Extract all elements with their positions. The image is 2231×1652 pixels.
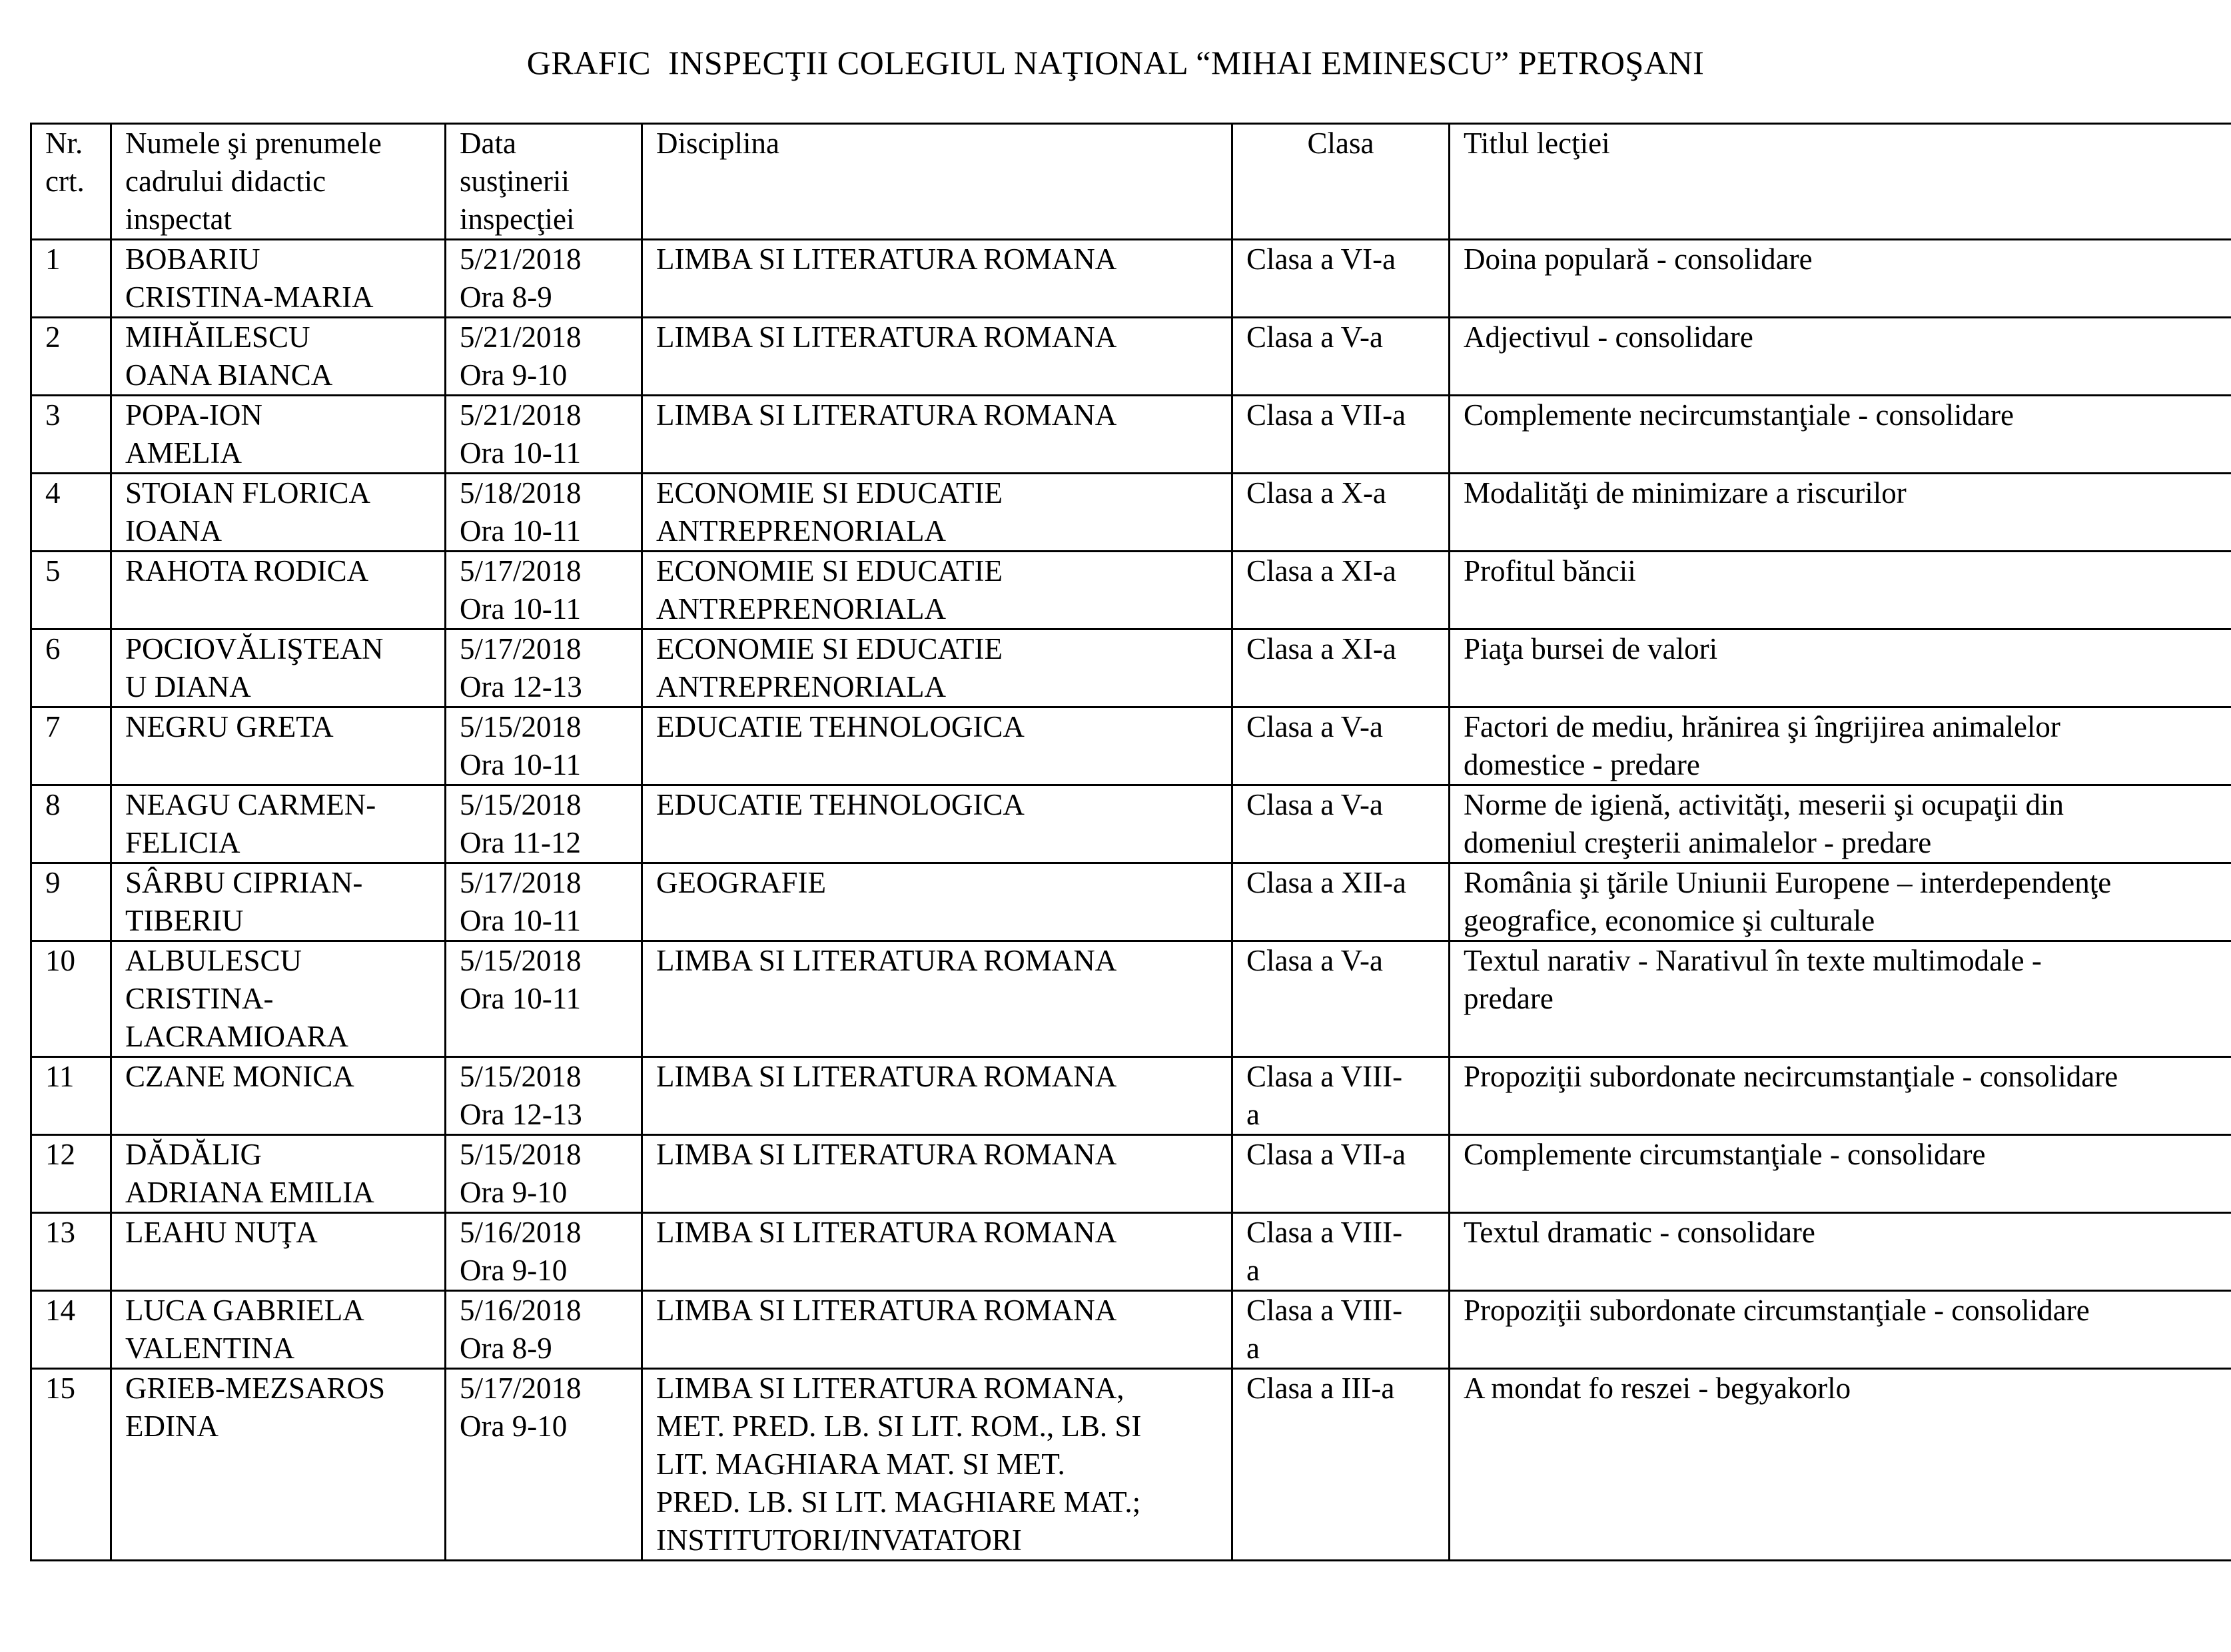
cell-date: 5/15/2018 Ora 9-10: [446, 1135, 642, 1213]
cell-teacher-name: CZANE MONICA: [111, 1057, 446, 1135]
cell-teacher-name: MIHĂILESCU OANA BIANCA: [111, 318, 446, 396]
cell-lesson-title: Profitul băncii: [1450, 552, 2231, 629]
cell-nr: 9: [31, 863, 111, 941]
cell-lesson-title: Complemente necircumstanţiale - consolidare: [1450, 396, 2231, 474]
cell-nr: 10: [31, 941, 111, 1057]
table-row: [31, 396, 2231, 474]
cell-date: 5/15/2018 Ora 12-13: [446, 1057, 642, 1135]
header-discipline: Disciplina: [642, 124, 1232, 240]
table-row: [31, 1369, 2231, 1561]
cell-nr: 14: [31, 1291, 111, 1369]
cell-nr: 12: [31, 1135, 111, 1213]
table-row: [31, 474, 2231, 552]
cell-discipline: LIMBA SI LITERATURA ROMANA: [642, 1057, 1232, 1135]
cell-nr: 11: [31, 1057, 111, 1135]
cell-discipline: LIMBA SI LITERATURA ROMANA: [642, 1135, 1232, 1213]
table-row: [31, 1135, 2231, 1213]
cell-teacher-name: NEAGU CARMEN- FELICIA: [111, 785, 446, 863]
cell-date: 5/21/2018 Ora 8-9: [446, 240, 642, 318]
cell-teacher-name: STOIAN FLORICA IOANA: [111, 474, 446, 552]
header-nr-crt: Nr. crt.: [31, 124, 111, 240]
cell-date: 5/15/2018 Ora 10-11: [446, 941, 642, 1057]
cell-discipline: LIMBA SI LITERATURA ROMANA: [642, 240, 1232, 318]
cell-teacher-name: ALBULESCU CRISTINA- LACRAMIOARA: [111, 941, 446, 1057]
cell-lesson-title: Piaţa bursei de valori: [1450, 629, 2231, 707]
cell-teacher-name: GRIEB-MEZSAROS EDINA: [111, 1369, 446, 1561]
cell-discipline: LIMBA SI LITERATURA ROMANA, MET. PRED. LB. SI LIT. ROM., LB. SI LIT. MAGHIARA MAT. SI MET. PRED. LB. SI LIT. MAGHIARE MAT.; INSTITUTORI/INVATATORI: [642, 1369, 1232, 1561]
cell-teacher-name: LEAHU NUŢA: [111, 1213, 446, 1291]
cell-class: Clasa a XII-a: [1232, 863, 1450, 941]
cell-class: Clasa a III-a: [1232, 1369, 1450, 1561]
cell-discipline: LIMBA SI LITERATURA ROMANA: [642, 318, 1232, 396]
cell-class: Clasa a VI-a: [1232, 240, 1450, 318]
table-row: [31, 629, 2231, 707]
cell-class: Clasa a XI-a: [1232, 552, 1450, 629]
cell-date: 5/21/2018 Ora 9-10: [446, 318, 642, 396]
cell-teacher-name: BOBARIU CRISTINA-MARIA: [111, 240, 446, 318]
table-row: [31, 785, 2231, 863]
cell-lesson-title: Adjectivul - consolidare: [1450, 318, 2231, 396]
cell-class: Clasa a V-a: [1232, 707, 1450, 785]
header-lesson-title: Titlul lecţiei: [1450, 124, 2231, 240]
cell-class: Clasa a VII-a: [1232, 1135, 1450, 1213]
cell-class: Clasa a XI-a: [1232, 629, 1450, 707]
cell-teacher-name: POCIOVĂLIŞTEAN U DIANA: [111, 629, 446, 707]
cell-teacher-name: SÂRBU CIPRIAN- TIBERIU: [111, 863, 446, 941]
cell-lesson-title: Norme de igienă, activităţi, meserii şi ocupaţii din domeniul creşterii animalelor - predare: [1450, 785, 2231, 863]
cell-lesson-title: Complemente circumstanţiale - consolidare: [1450, 1135, 2231, 1213]
cell-discipline: ECONOMIE SI EDUCATIE ANTREPRENORIALA: [642, 474, 1232, 552]
header-inspection-date: Data susţinerii inspecţiei: [446, 124, 642, 240]
cell-discipline: ECONOMIE SI EDUCATIE ANTREPRENORIALA: [642, 629, 1232, 707]
cell-date: 5/17/2018 Ora 10-11: [446, 552, 642, 629]
header-class: Clasa: [1232, 124, 1450, 240]
table-row: [31, 1057, 2231, 1135]
cell-lesson-title: Propoziţii subordonate circumstanţiale - consolidare: [1450, 1291, 2231, 1369]
cell-nr: 15: [31, 1369, 111, 1561]
cell-date: 5/17/2018 Ora 12-13: [446, 629, 642, 707]
cell-nr: 3: [31, 396, 111, 474]
cell-date: 5/17/2018 Ora 9-10: [446, 1369, 642, 1561]
cell-nr: 13: [31, 1213, 111, 1291]
cell-class: Clasa a VII-a: [1232, 396, 1450, 474]
cell-date: 5/18/2018 Ora 10-11: [446, 474, 642, 552]
cell-nr: 4: [31, 474, 111, 552]
inspection-schedule-table: [30, 123, 2231, 1561]
cell-lesson-title: Factori de mediu, hrănirea şi îngrijirea animalelor domestice - predare: [1450, 707, 2231, 785]
table-row: [31, 318, 2231, 396]
cell-nr: 8: [31, 785, 111, 863]
table-row: [31, 1213, 2231, 1291]
cell-class: Clasa a VIII- a: [1232, 1057, 1450, 1135]
cell-date: 5/21/2018 Ora 10-11: [446, 396, 642, 474]
table-row: [31, 1291, 2231, 1369]
cell-teacher-name: RAHOTA RODICA: [111, 552, 446, 629]
cell-discipline: LIMBA SI LITERATURA ROMANA: [642, 1291, 1232, 1369]
cell-nr: 1: [31, 240, 111, 318]
cell-class: Clasa a X-a: [1232, 474, 1450, 552]
cell-date: 5/15/2018 Ora 11-12: [446, 785, 642, 863]
cell-lesson-title: Propoziţii subordonate necircumstanţiale - consolidare: [1450, 1057, 2231, 1135]
cell-discipline: EDUCATIE TEHNOLOGICA: [642, 707, 1232, 785]
cell-discipline: GEOGRAFIE: [642, 863, 1232, 941]
table-row: [31, 863, 2231, 941]
table-header-row: [31, 124, 2231, 240]
cell-discipline: ECONOMIE SI EDUCATIE ANTREPRENORIALA: [642, 552, 1232, 629]
cell-nr: 6: [31, 629, 111, 707]
cell-nr: 7: [31, 707, 111, 785]
cell-teacher-name: DĂDĂLIG ADRIANA EMILIA: [111, 1135, 446, 1213]
cell-discipline: LIMBA SI LITERATURA ROMANA: [642, 941, 1232, 1057]
cell-date: 5/16/2018 Ora 8-9: [446, 1291, 642, 1369]
cell-class: Clasa a V-a: [1232, 318, 1450, 396]
cell-class: Clasa a VIII- a: [1232, 1291, 1450, 1369]
cell-class: Clasa a V-a: [1232, 941, 1450, 1057]
table-row: [31, 552, 2231, 629]
cell-class: Clasa a VIII- a: [1232, 1213, 1450, 1291]
header-teacher-name: Numele şi prenumele cadrului didactic inspectat: [111, 124, 446, 240]
cell-date: 5/15/2018 Ora 10-11: [446, 707, 642, 785]
cell-discipline: EDUCATIE TEHNOLOGICA: [642, 785, 1232, 863]
cell-lesson-title: Textul narativ - Narativul în texte multimodale - predare: [1450, 941, 2231, 1057]
document-title: GRAFIC INSPECŢII COLEGIUL NAŢIONAL “MIHAI EMINESCU” PETROŞANI: [526, 44, 1705, 81]
cell-lesson-title: Modalităţi de minimizare a riscurilor: [1450, 474, 2231, 552]
cell-teacher-name: POPA-ION AMELIA: [111, 396, 446, 474]
cell-nr: 2: [31, 318, 111, 396]
cell-lesson-title: România şi ţările Uniunii Europene – interdependenţe geografice, economice şi culturale: [1450, 863, 2231, 941]
cell-nr: 5: [31, 552, 111, 629]
cell-class: Clasa a V-a: [1232, 785, 1450, 863]
cell-lesson-title: A mondat fo reszei - begyakorlo: [1450, 1369, 2231, 1561]
cell-teacher-name: NEGRU GRETA: [111, 707, 446, 785]
cell-date: 5/17/2018 Ora 10-11: [446, 863, 642, 941]
cell-discipline: LIMBA SI LITERATURA ROMANA: [642, 396, 1232, 474]
table-row: [31, 240, 2231, 318]
table-row: [31, 941, 2231, 1057]
cell-lesson-title: Textul dramatic - consolidare: [1450, 1213, 2231, 1291]
cell-date: 5/16/2018 Ora 9-10: [446, 1213, 642, 1291]
cell-teacher-name: LUCA GABRIELA VALENTINA: [111, 1291, 446, 1369]
cell-discipline: LIMBA SI LITERATURA ROMANA: [642, 1213, 1232, 1291]
cell-lesson-title: Doina populară - consolidare: [1450, 240, 2231, 318]
table-row: [31, 707, 2231, 785]
